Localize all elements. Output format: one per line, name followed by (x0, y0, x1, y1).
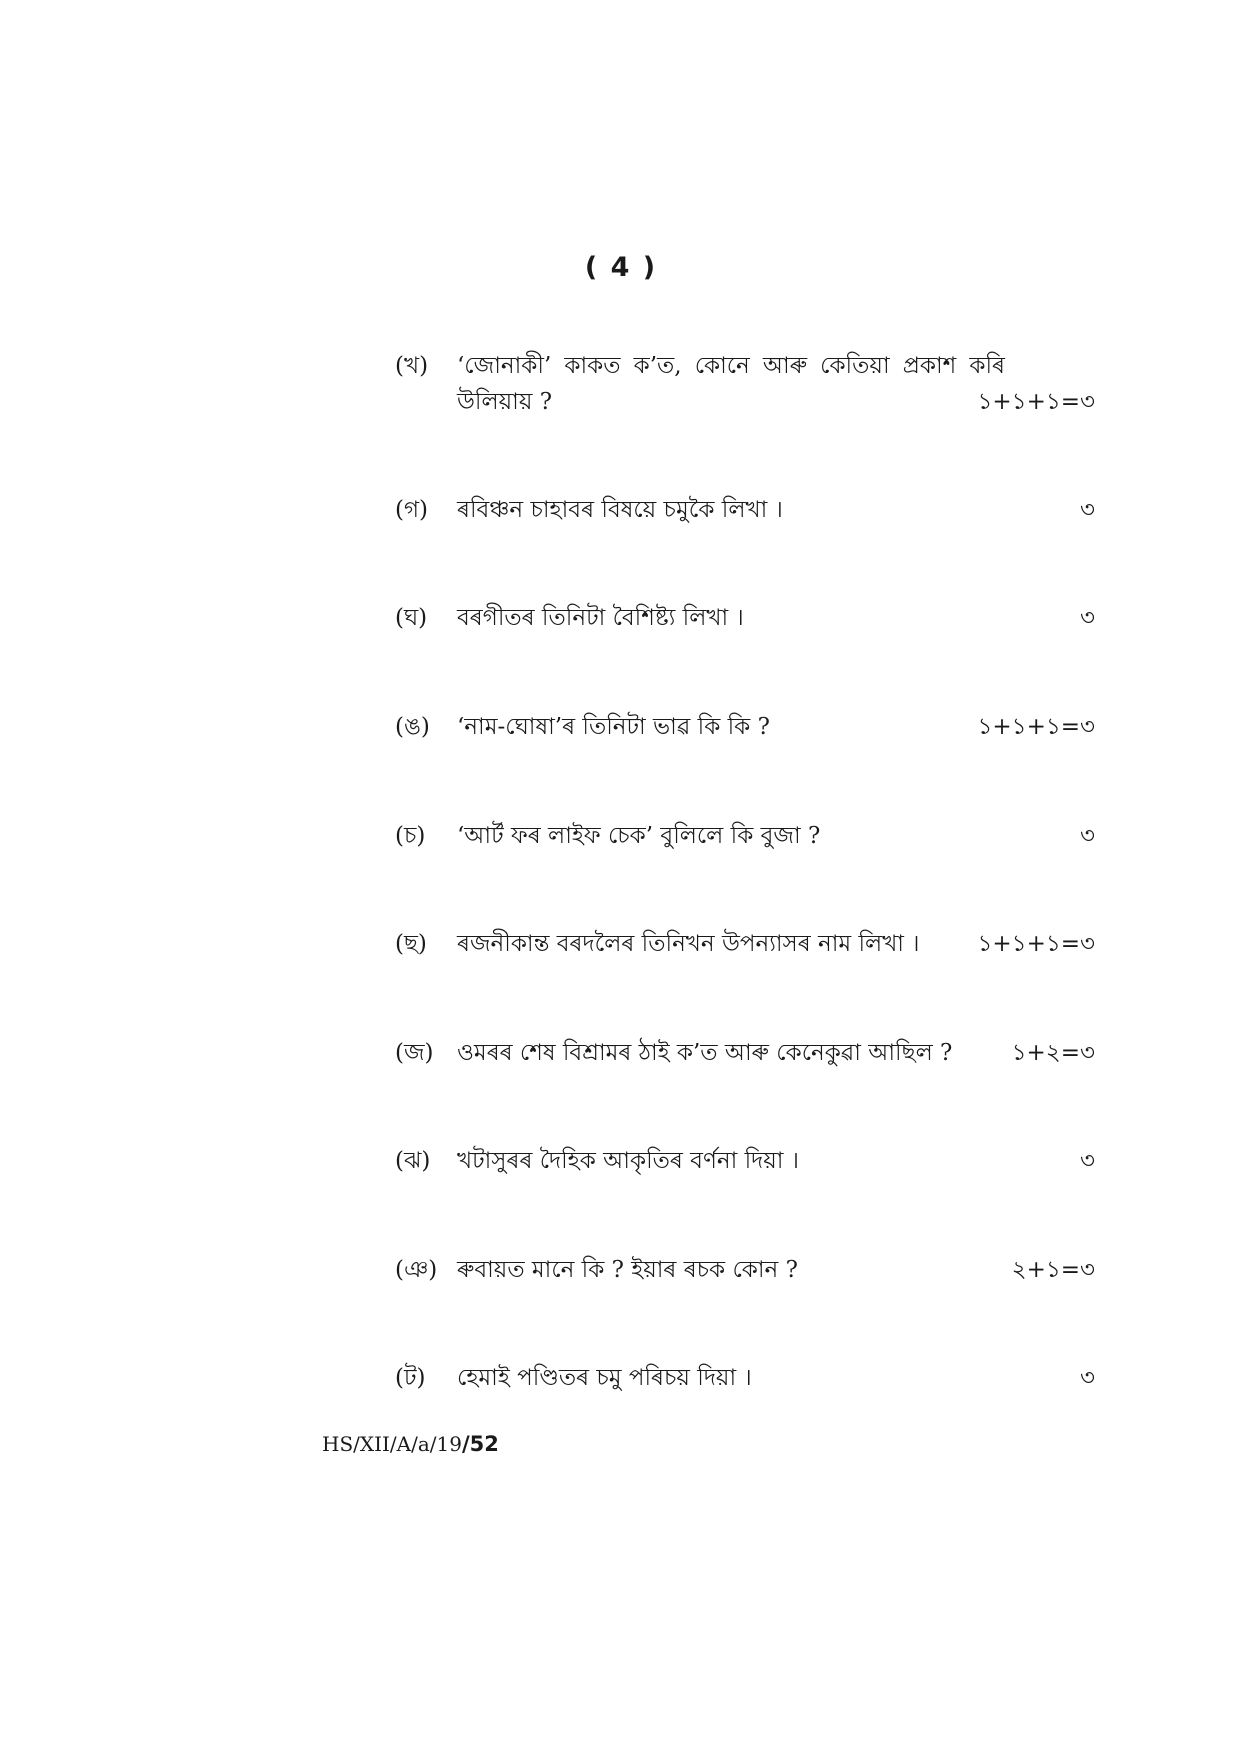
question-marks: ২+১=৩ (1011, 1257, 1095, 1283)
question-ja (395, 1035, 1095, 1071)
question-marks: ৩ (1080, 605, 1095, 631)
question-text: হেমাই পণ্ডিতৰ চমু পৰিচয় দিয়া । (457, 1365, 752, 1391)
question-label: (চ) (395, 823, 426, 849)
question-ta (395, 1360, 1095, 1396)
question-chha (395, 926, 1095, 962)
question-label: (ঞ) (395, 1257, 438, 1283)
question-kha (395, 348, 1095, 420)
question-text-continued: উলিয়ায় ? (457, 389, 553, 415)
question-text: ‘আৰ্ট ফৰ লাইফ চেক’ বুলিলে কি বুজা ? (457, 823, 821, 849)
question-label: (ঘ) (395, 605, 428, 631)
question-label: (জ) (395, 1040, 434, 1066)
question-text: ৰবিঞ্চন চাহাবৰ বিষয়ে চমুকৈ লিখা । (457, 497, 783, 523)
question-text: ‘নাম-ঘোষা’ৰ তিনিটা ভাৱ কি কি ? (457, 714, 770, 740)
question-text: ‘জোনাকী’ কাকত ক’ত, কোনে আৰু কেতিয়া প্ৰকাশ কৰি (457, 353, 1005, 379)
question-marks: ১+১+১=৩ (977, 931, 1095, 957)
question-nya (395, 1252, 1095, 1288)
paper-code-footer (322, 1432, 499, 1456)
question-marks: ১+১+১=৩ (977, 714, 1095, 740)
question-marks: ১+১+১=৩ (977, 389, 1095, 415)
question-label: (ঙ) (395, 714, 430, 740)
question-label: (ঝ) (395, 1148, 431, 1174)
question-text: ওমৰৰ শেষ বিশ্ৰামৰ ঠাই ক’ত আৰু কেনেকুৱা আছিল ? (457, 1040, 953, 1066)
question-cha (395, 818, 1095, 854)
question-marks: ৩ (1080, 823, 1095, 849)
question-text: খটাসুৰৰ দৈহিক আকৃতিৰ বৰ্ণনা দিয়া । (457, 1148, 800, 1174)
page-number: ( 4 ) (584, 252, 658, 283)
question-label: (গ) (395, 497, 429, 523)
question-nga (395, 709, 1095, 745)
question-text: বৰগীতৰ তিনিটা বৈশিষ্ট্য লিখা । (457, 605, 744, 631)
question-label: (খ) (395, 353, 429, 379)
question-marks: ৩ (1080, 1148, 1095, 1174)
question-label: (ছ) (395, 931, 427, 957)
question-text: ৰজনীকান্ত বৰদলৈৰ তিনিখন উপন্যাসৰ নাম লিখা । (457, 931, 920, 957)
question-ga (395, 492, 1095, 528)
question-marks: ৩ (1080, 1365, 1095, 1391)
question-text: ৰুবায়ত মানে কি ? ইয়াৰ ৰচক কোন ? (457, 1257, 798, 1283)
question-marks: ৩ (1080, 497, 1095, 523)
question-marks: ১+২=৩ (1011, 1040, 1095, 1066)
question-gha (395, 600, 1095, 636)
paper-set-number: /52 (461, 1432, 499, 1456)
paper-code: HS/XII/A/a/19 (322, 1432, 462, 1456)
question-jha (395, 1143, 1095, 1179)
question-label: (ট) (395, 1365, 426, 1391)
